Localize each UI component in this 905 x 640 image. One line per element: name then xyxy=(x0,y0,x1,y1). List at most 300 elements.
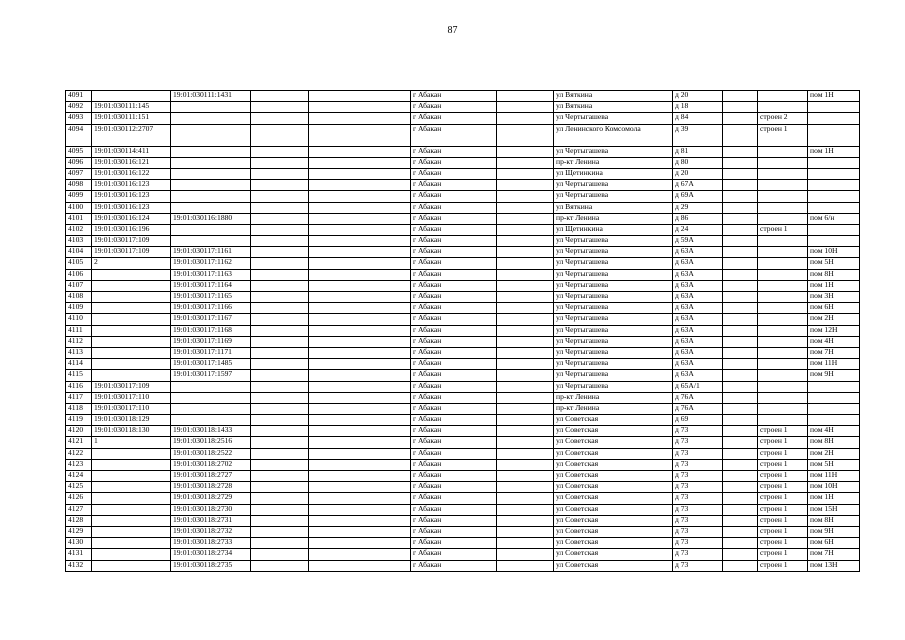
cell-row-number: 4117 xyxy=(66,392,92,403)
cell-city: г Абакан xyxy=(411,247,497,258)
table-row xyxy=(66,303,860,314)
cell-empty-col-5 xyxy=(309,515,411,526)
cell-empty-col-5 xyxy=(309,191,411,202)
table-row xyxy=(66,236,860,247)
cell-house: д 63А xyxy=(673,347,723,358)
cell-empty-col-4 xyxy=(251,292,309,303)
cell-row-number: 4112 xyxy=(66,336,92,347)
cell-city: г Абакан xyxy=(411,325,497,336)
cell-empty-col-10 xyxy=(723,102,758,113)
cell-empty-col-5 xyxy=(309,124,411,146)
cell-building xyxy=(758,314,808,325)
table-row xyxy=(66,482,860,493)
cell-building: строен 1 xyxy=(758,504,808,515)
cell-empty-col-5 xyxy=(309,459,411,470)
cell-city: г Абакан xyxy=(411,370,497,381)
cell-cadastral-number: 19:01:030116:123 xyxy=(92,180,171,191)
cell-city: г Абакан xyxy=(411,202,497,213)
table-row xyxy=(66,269,860,280)
cell-empty-col-7 xyxy=(497,157,554,168)
table-row xyxy=(66,113,860,124)
cell-empty-col-7 xyxy=(497,213,554,224)
cell-empty-col-7 xyxy=(497,146,554,157)
cell-street: ул Чертыгашева xyxy=(554,247,673,258)
cell-empty-col-5 xyxy=(309,91,411,102)
cell-empty-col-7 xyxy=(497,202,554,213)
cell-empty-col-10 xyxy=(723,549,758,560)
cell-house: д 63А xyxy=(673,325,723,336)
cell-empty-col-4 xyxy=(251,236,309,247)
cell-house: д 73 xyxy=(673,471,723,482)
cell-premise-cadastral-number xyxy=(171,415,251,426)
cell-city: г Абакан xyxy=(411,280,497,291)
cell-street: ул Ленинского Комсомола xyxy=(554,124,673,146)
cell-street: ул Чертыгашева xyxy=(554,325,673,336)
cell-empty-col-7 xyxy=(497,269,554,280)
cell-street: ул Советская xyxy=(554,415,673,426)
cell-premise: пом 2Н xyxy=(808,448,860,459)
cell-street: пр-кт Ленина xyxy=(554,213,673,224)
cell-city: г Абакан xyxy=(411,347,497,358)
table-row xyxy=(66,426,860,437)
cell-city: г Абакан xyxy=(411,549,497,560)
cell-empty-col-4 xyxy=(251,560,309,571)
cell-building: строен 2 xyxy=(758,113,808,124)
cell-row-number: 4102 xyxy=(66,224,92,235)
cell-empty-col-7 xyxy=(497,314,554,325)
cell-empty-col-5 xyxy=(309,202,411,213)
cell-empty-col-5 xyxy=(309,292,411,303)
table-row xyxy=(66,224,860,235)
cell-row-number: 4128 xyxy=(66,515,92,526)
table-row xyxy=(66,191,860,202)
table-row xyxy=(66,381,860,392)
cell-premise: пом 2Н xyxy=(808,314,860,325)
cell-empty-col-10 xyxy=(723,459,758,470)
cell-cadastral-number: 19:01:030112:2707 xyxy=(92,124,171,146)
cell-premise-cadastral-number: 19:01:030118:2734 xyxy=(171,549,251,560)
table-row xyxy=(66,392,860,403)
cell-empty-col-7 xyxy=(497,560,554,571)
cell-building: строен 1 xyxy=(758,538,808,549)
cell-premise: пом 1Н xyxy=(808,146,860,157)
cell-empty-col-4 xyxy=(251,493,309,504)
cell-house: д 69 xyxy=(673,415,723,426)
cell-street: ул Советская xyxy=(554,482,673,493)
table-row xyxy=(66,471,860,482)
cell-cadastral-number xyxy=(92,325,171,336)
cell-empty-col-10 xyxy=(723,403,758,414)
cell-empty-col-4 xyxy=(251,258,309,269)
cell-premise-cadastral-number xyxy=(171,202,251,213)
cell-empty-col-10 xyxy=(723,292,758,303)
cell-building xyxy=(758,303,808,314)
cell-building: строен 1 xyxy=(758,426,808,437)
cell-city: г Абакан xyxy=(411,482,497,493)
cell-city: г Абакан xyxy=(411,303,497,314)
cell-premise xyxy=(808,415,860,426)
cell-empty-col-7 xyxy=(497,538,554,549)
cell-building: строен 1 xyxy=(758,448,808,459)
cell-empty-col-4 xyxy=(251,191,309,202)
cell-empty-col-10 xyxy=(723,146,758,157)
cell-empty-col-5 xyxy=(309,493,411,504)
cell-empty-col-4 xyxy=(251,392,309,403)
cell-empty-col-10 xyxy=(723,325,758,336)
cell-premise: пом 8Н xyxy=(808,269,860,280)
cell-premise-cadastral-number: 19:01:030118:2727 xyxy=(171,471,251,482)
cell-empty-col-10 xyxy=(723,124,758,146)
cell-city: г Абакан xyxy=(411,292,497,303)
table-row xyxy=(66,258,860,269)
cell-empty-col-4 xyxy=(251,102,309,113)
cell-premise-cadastral-number xyxy=(171,236,251,247)
cell-empty-col-5 xyxy=(309,370,411,381)
cell-premise-cadastral-number: 19:01:030118:2730 xyxy=(171,504,251,515)
cell-premise-cadastral-number xyxy=(171,168,251,179)
cell-row-number: 4122 xyxy=(66,448,92,459)
cell-cadastral-number xyxy=(92,303,171,314)
registry-body xyxy=(66,91,860,572)
cell-premise-cadastral-number xyxy=(171,124,251,146)
cell-empty-col-10 xyxy=(723,482,758,493)
cell-cadastral-number xyxy=(92,347,171,358)
cell-empty-col-10 xyxy=(723,202,758,213)
page-number: 87 xyxy=(447,25,458,36)
table-row xyxy=(66,292,860,303)
cell-premise xyxy=(808,124,860,146)
cell-empty-col-7 xyxy=(497,292,554,303)
cell-city: г Абакан xyxy=(411,191,497,202)
cell-row-number: 4100 xyxy=(66,202,92,213)
cell-empty-col-7 xyxy=(497,482,554,493)
cell-street: ул Чертыгашева xyxy=(554,336,673,347)
cell-cadastral-number: 19:01:030114:411 xyxy=(92,146,171,157)
cell-premise-cadastral-number: 19:01:030118:2732 xyxy=(171,526,251,537)
cell-premise-cadastral-number: 19:01:030118:1433 xyxy=(171,426,251,437)
cell-building xyxy=(758,370,808,381)
cell-empty-col-7 xyxy=(497,415,554,426)
cell-building: строен 1 xyxy=(758,526,808,537)
cell-city: г Абакан xyxy=(411,515,497,526)
cell-house: д 81 xyxy=(673,146,723,157)
cell-row-number: 4124 xyxy=(66,471,92,482)
cell-premise xyxy=(808,113,860,124)
cell-row-number: 4113 xyxy=(66,347,92,358)
cell-empty-col-7 xyxy=(497,336,554,347)
cell-empty-col-4 xyxy=(251,247,309,258)
cell-empty-col-10 xyxy=(723,168,758,179)
cell-building: строен 1 xyxy=(758,437,808,448)
table-row xyxy=(66,91,860,102)
cell-city: г Абакан xyxy=(411,504,497,515)
cell-empty-col-4 xyxy=(251,168,309,179)
cell-row-number: 4104 xyxy=(66,247,92,258)
cell-premise-cadastral-number: 19:01:030117:1162 xyxy=(171,258,251,269)
cell-house: д 20 xyxy=(673,168,723,179)
cell-row-number: 4099 xyxy=(66,191,92,202)
cell-premise-cadastral-number xyxy=(171,191,251,202)
cell-empty-col-7 xyxy=(497,113,554,124)
cell-cadastral-number xyxy=(92,314,171,325)
table-row xyxy=(66,347,860,358)
cell-street: ул Чертыгашева xyxy=(554,269,673,280)
cell-empty-col-5 xyxy=(309,102,411,113)
cell-empty-col-7 xyxy=(497,403,554,414)
cell-premise xyxy=(808,102,860,113)
cell-city: г Абакан xyxy=(411,168,497,179)
cell-empty-col-5 xyxy=(309,168,411,179)
cell-empty-col-10 xyxy=(723,236,758,247)
cell-house: д 24 xyxy=(673,224,723,235)
cell-house: д 73 xyxy=(673,482,723,493)
cell-empty-col-5 xyxy=(309,526,411,537)
cell-empty-col-5 xyxy=(309,560,411,571)
cell-empty-col-5 xyxy=(309,437,411,448)
cell-empty-col-7 xyxy=(497,280,554,291)
table-row xyxy=(66,437,860,448)
cell-premise: пом 10Н xyxy=(808,482,860,493)
cell-empty-col-10 xyxy=(723,493,758,504)
cell-premise-cadastral-number: 19:01:030117:1165 xyxy=(171,292,251,303)
cell-building xyxy=(758,280,808,291)
cell-street: ул Чертыгашева xyxy=(554,191,673,202)
cell-premise-cadastral-number: 19:01:030118:2735 xyxy=(171,560,251,571)
cell-empty-col-4 xyxy=(251,448,309,459)
cell-empty-col-4 xyxy=(251,303,309,314)
cell-premise-cadastral-number: 19:01:030118:2702 xyxy=(171,459,251,470)
cell-city: г Абакан xyxy=(411,224,497,235)
cell-city: г Абакан xyxy=(411,526,497,537)
cell-city: г Абакан xyxy=(411,269,497,280)
cell-building xyxy=(758,415,808,426)
cell-cadastral-number xyxy=(92,538,171,549)
cell-street: ул Чертыгашева xyxy=(554,236,673,247)
cell-row-number: 4105 xyxy=(66,258,92,269)
cell-premise: пом 3Н xyxy=(808,292,860,303)
cell-row-number: 4096 xyxy=(66,157,92,168)
cell-empty-col-7 xyxy=(497,459,554,470)
table-row xyxy=(66,336,860,347)
cell-empty-col-10 xyxy=(723,224,758,235)
cell-building xyxy=(758,191,808,202)
cell-empty-col-4 xyxy=(251,471,309,482)
cell-premise-cadastral-number xyxy=(171,180,251,191)
cell-empty-col-7 xyxy=(497,347,554,358)
cell-premise-cadastral-number xyxy=(171,113,251,124)
cell-house: д 20 xyxy=(673,91,723,102)
cell-building xyxy=(758,146,808,157)
cell-cadastral-number xyxy=(92,280,171,291)
table-row xyxy=(66,493,860,504)
cell-street: ул Чертыгашева xyxy=(554,113,673,124)
cell-empty-col-5 xyxy=(309,403,411,414)
cell-empty-col-4 xyxy=(251,146,309,157)
cell-premise-cadastral-number: 19:01:030117:1485 xyxy=(171,359,251,370)
cell-empty-col-7 xyxy=(497,448,554,459)
cell-premise-cadastral-number: 19:01:030116:1880 xyxy=(171,213,251,224)
cell-building xyxy=(758,180,808,191)
cell-house: д 63А xyxy=(673,336,723,347)
cell-building xyxy=(758,336,808,347)
cell-empty-col-5 xyxy=(309,303,411,314)
cell-house: д 86 xyxy=(673,213,723,224)
cell-street: ул Советская xyxy=(554,459,673,470)
cell-building: строен 1 xyxy=(758,124,808,146)
cell-street: пр-кт Ленина xyxy=(554,403,673,414)
cell-premise-cadastral-number: 19:01:030117:1166 xyxy=(171,303,251,314)
cell-house: д 73 xyxy=(673,526,723,537)
cell-premise: пом 5Н xyxy=(808,258,860,269)
cell-empty-col-4 xyxy=(251,347,309,358)
cell-house: д 76А xyxy=(673,403,723,414)
cell-empty-col-4 xyxy=(251,180,309,191)
cell-building: строен 1 xyxy=(758,224,808,235)
cell-empty-col-4 xyxy=(251,526,309,537)
cell-premise-cadastral-number: 19:01:030118:2728 xyxy=(171,482,251,493)
cell-street: ул Чертыгашева xyxy=(554,381,673,392)
cell-premise-cadastral-number: 19:01:030118:2522 xyxy=(171,448,251,459)
cell-building xyxy=(758,392,808,403)
cell-street: ул Вяткина xyxy=(554,202,673,213)
cell-row-number: 4126 xyxy=(66,493,92,504)
cell-row-number: 4092 xyxy=(66,102,92,113)
cell-house: д 39 xyxy=(673,124,723,146)
cell-street: ул Чертыгашева xyxy=(554,314,673,325)
cell-row-number: 4109 xyxy=(66,303,92,314)
cell-empty-col-5 xyxy=(309,504,411,515)
table-row xyxy=(66,146,860,157)
cell-premise: пом 10Н xyxy=(808,247,860,258)
cell-empty-col-10 xyxy=(723,538,758,549)
cell-cadastral-number xyxy=(92,448,171,459)
cell-building xyxy=(758,269,808,280)
cell-empty-col-4 xyxy=(251,91,309,102)
table-row xyxy=(66,459,860,470)
cell-row-number: 4110 xyxy=(66,314,92,325)
cell-empty-col-7 xyxy=(497,247,554,258)
cell-house: д 63А xyxy=(673,280,723,291)
cell-street: ул Советская xyxy=(554,538,673,549)
cell-house: д 18 xyxy=(673,102,723,113)
cell-city: г Абакан xyxy=(411,381,497,392)
cell-street: ул Чертыгашева xyxy=(554,303,673,314)
cell-house: д 63А xyxy=(673,269,723,280)
cell-empty-col-5 xyxy=(309,549,411,560)
cell-empty-col-5 xyxy=(309,415,411,426)
cell-empty-col-5 xyxy=(309,224,411,235)
cell-cadastral-number: 19:01:030116:121 xyxy=(92,157,171,168)
cell-premise: пом 6/н xyxy=(808,213,860,224)
cell-empty-col-5 xyxy=(309,269,411,280)
cell-street: ул Советская xyxy=(554,471,673,482)
cell-house: д 63А xyxy=(673,370,723,381)
cell-cadastral-number xyxy=(92,549,171,560)
cell-street: ул Советская xyxy=(554,526,673,537)
cell-cadastral-number: 19:01:030117:109 xyxy=(92,236,171,247)
cell-city: г Абакан xyxy=(411,415,497,426)
cell-cadastral-number: 19:01:030116:196 xyxy=(92,224,171,235)
cell-empty-col-10 xyxy=(723,247,758,258)
cell-street: ул Советская xyxy=(554,504,673,515)
cell-empty-col-7 xyxy=(497,325,554,336)
cell-empty-col-5 xyxy=(309,247,411,258)
cell-empty-col-10 xyxy=(723,370,758,381)
cell-city: г Абакан xyxy=(411,102,497,113)
cell-empty-col-4 xyxy=(251,403,309,414)
cell-city: г Абакан xyxy=(411,157,497,168)
cell-empty-col-7 xyxy=(497,381,554,392)
cell-cadastral-number xyxy=(92,336,171,347)
cell-city: г Абакан xyxy=(411,91,497,102)
cell-city: г Абакан xyxy=(411,180,497,191)
cell-cadastral-number xyxy=(92,471,171,482)
cell-street: ул Вяткина xyxy=(554,102,673,113)
cell-house: д 73 xyxy=(673,437,723,448)
cell-premise-cadastral-number: 19:01:030117:1597 xyxy=(171,370,251,381)
cell-row-number: 4125 xyxy=(66,482,92,493)
cell-premise: пом 12Н xyxy=(808,325,860,336)
cell-house: д 73 xyxy=(673,515,723,526)
cell-house: д 63А xyxy=(673,359,723,370)
cell-empty-col-5 xyxy=(309,381,411,392)
cell-city: г Абакан xyxy=(411,448,497,459)
table-row xyxy=(66,314,860,325)
cell-street: ул Советская xyxy=(554,493,673,504)
table-row xyxy=(66,560,860,571)
cell-house: д 65А/1 xyxy=(673,381,723,392)
cell-premise-cadastral-number: 19:01:030117:1164 xyxy=(171,280,251,291)
table-row xyxy=(66,370,860,381)
table-row xyxy=(66,415,860,426)
cell-premise xyxy=(808,168,860,179)
cell-city: г Абакан xyxy=(411,538,497,549)
cell-empty-col-7 xyxy=(497,526,554,537)
cell-cadastral-number: 19:01:030116:123 xyxy=(92,202,171,213)
cell-row-number: 4114 xyxy=(66,359,92,370)
cell-city: г Абакан xyxy=(411,236,497,247)
cell-row-number: 4103 xyxy=(66,236,92,247)
cell-empty-col-5 xyxy=(309,236,411,247)
cell-empty-col-5 xyxy=(309,180,411,191)
cell-street: ул Чертыгашева xyxy=(554,180,673,191)
cell-empty-col-7 xyxy=(497,124,554,146)
cell-street: ул Чертыгашева xyxy=(554,280,673,291)
cell-premise-cadastral-number xyxy=(171,102,251,113)
cell-house: д 76А xyxy=(673,392,723,403)
cell-city: г Абакан xyxy=(411,437,497,448)
cell-building xyxy=(758,202,808,213)
cell-city: г Абакан xyxy=(411,459,497,470)
cell-empty-col-4 xyxy=(251,415,309,426)
cell-empty-col-4 xyxy=(251,336,309,347)
cell-house: д 73 xyxy=(673,504,723,515)
cell-empty-col-7 xyxy=(497,224,554,235)
cell-empty-col-4 xyxy=(251,459,309,470)
cell-empty-col-5 xyxy=(309,325,411,336)
cell-row-number: 4120 xyxy=(66,426,92,437)
cell-row-number: 4091 xyxy=(66,91,92,102)
cell-house: д 69А xyxy=(673,191,723,202)
cell-house: д 84 xyxy=(673,113,723,124)
cell-empty-col-10 xyxy=(723,258,758,269)
cell-city: г Абакан xyxy=(411,392,497,403)
cell-empty-col-10 xyxy=(723,303,758,314)
cell-premise xyxy=(808,180,860,191)
cell-premise-cadastral-number: 19:01:030117:1171 xyxy=(171,347,251,358)
cell-cadastral-number: 1 xyxy=(92,437,171,448)
cell-house: д 73 xyxy=(673,459,723,470)
